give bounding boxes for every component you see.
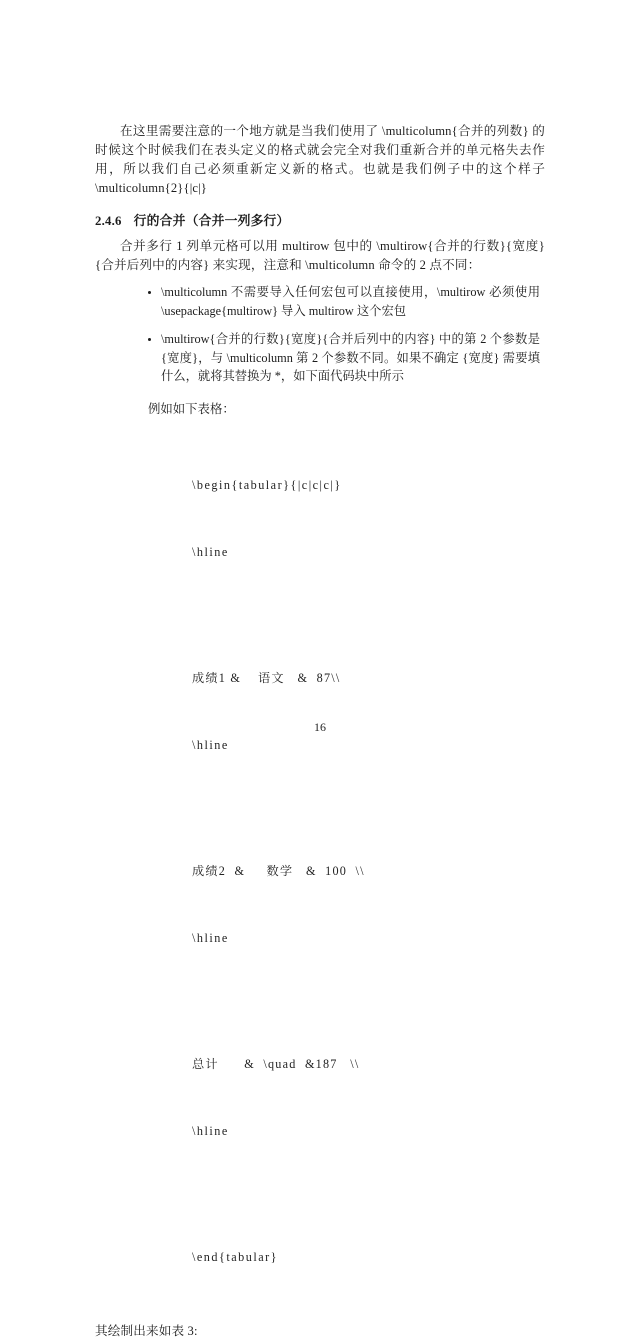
code-line: 总计 & \quad &187 \\ <box>192 1056 360 1071</box>
list-item <box>148 283 540 320</box>
code-line-blank <box>192 802 545 815</box>
paragraph-multirow-intro: 合并多行 1 列单元格可以用 multirow 包中的 \multirow{合并的行数}{宽度}{合并后列中的内容} 来实现，注意和 \multicolumn 命令的 2 点不同： <box>95 239 545 272</box>
difference-list <box>95 275 545 386</box>
list-item <box>148 330 540 386</box>
code-line-blank <box>192 1188 545 1201</box>
example-lead-text: 例如如下表格： <box>148 401 235 416</box>
code-line: \end{tabular} <box>192 1249 279 1264</box>
section-heading <box>95 198 545 237</box>
list-item-text: \multirow{合并的行数}{宽度}{合并后列中的内容} 中的第 2 个参数是 {宽度}，与 \multicolumn 第 2 个参数不同。如果不确定 {宽度} 需要填什么，就将其替换为 *，如下面代码块中所示 <box>161 332 540 384</box>
bullet-dot-icon <box>148 291 151 294</box>
bullet-dot-icon <box>148 338 151 341</box>
paragraph-multicolumn-note: 在这里需要注意的一个地方就是当我们使用了 \multicolumn{合并的列数} 的时候这个时候我们在表头定义的格式就会完全对我们重新合并的单元格失去作用，所以我们自己必须重新定义新的格式。也就是我们例子中的这个样子 \multicolumn{2}{|c|} <box>95 124 545 195</box>
code-line: \hline <box>192 931 229 946</box>
section-title: 行的合并（合并一列多行） <box>133 214 290 228</box>
code-line: \hline <box>192 545 229 560</box>
page-number: 16 <box>314 720 326 734</box>
code-line: \hline <box>192 1124 229 1139</box>
code-line: 成绩1 & 语文 & 87\\ <box>192 670 341 685</box>
code-line: \hline <box>192 738 229 753</box>
section-number: 2.4.6 <box>95 214 122 228</box>
code-line-blank <box>192 609 545 622</box>
code-line: \begin{tabular}{|c|c|c|} <box>192 477 342 492</box>
latex-code-block <box>95 419 545 1314</box>
list-item-text: \multicolumn 不需要导入任何宏包可以直接使用，\multirow 必须使用 \usepackage{multirow} 导入 multirow 这个宏包 <box>161 285 540 318</box>
code-line: 成绩2 & 数学 & 100 \\ <box>192 863 365 878</box>
code-line-blank <box>192 995 545 1008</box>
table-reference-text: 其绘制出来如表 3: <box>95 1324 198 1339</box>
